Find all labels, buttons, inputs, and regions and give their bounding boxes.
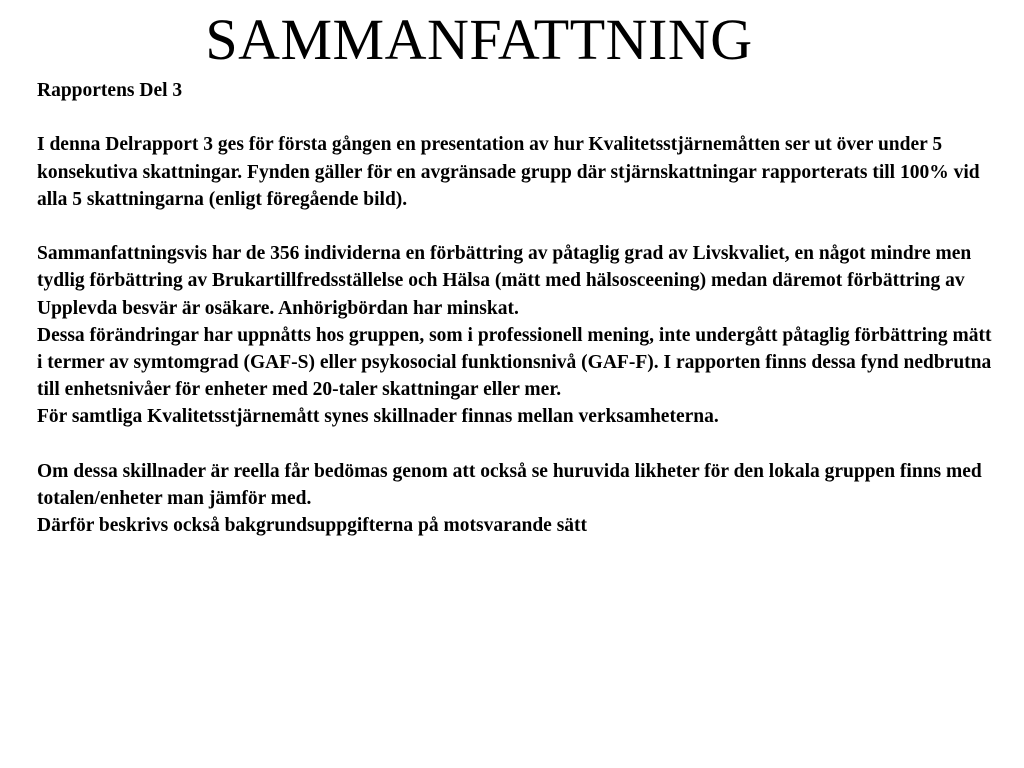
paragraph-changes: Dessa förändringar har uppnåtts hos gruppen, som i professionell mening, inte undergått påtaglig förbättring mätt i termer av symtomgrad (GAF-S) eller psykosocial funktionsnivå (GAF-F). I rapporten finns dessa fynd nedbrutna till enhetsnivåer för enheter med 20-taler skattningar eller mer. [37,324,992,401]
paragraph-assessment: Om dessa skillnader är reella får bedömas genom att också se huruvida likheter för den lokala gruppen finns med totalen/enheter man jämför med. [37,460,982,509]
paragraph-spacer [37,213,995,240]
paragraph-summary: Sammanfattningsvis har de 356 individerna en förbättring av påtaglig grad av Livskvaliet, en något mindre men tydlig förbättring av Brukartillfredsställelse och Hälsa (mätt med hälsosceening) medan däremot förbättring av Upplevda besvär är osäkare. Anhörigbördan har minskat. [37,243,972,319]
slide-subtitle: Rapportens Del 3 [37,80,183,101]
paragraph-background: Därför beskrivs också bakgrundsuppgifterna på motsvarande sätt [37,515,588,537]
paragraph-intro: I denna Delrapport 3 ges för första gången en presentation av hur Kvalitetsstjärnemåtten ser ut över under 5 konsekutiva skattningar. Fynden gäller för en avgränsade grupp där stjärnskattningar rapporterats till 100% vid alla 5 skattningarna (enligt föregående bild). [37,134,980,210]
paragraph-spacer [37,431,995,458]
paragraph-differences: För samtliga Kvalitetsstjärnemått synes skillnader finnas mellan verksamheterna. [37,406,719,428]
slide-title: SAMMANFATTNING [205,7,753,72]
slide-body [37,77,995,539]
paragraph-spacer [37,104,995,131]
